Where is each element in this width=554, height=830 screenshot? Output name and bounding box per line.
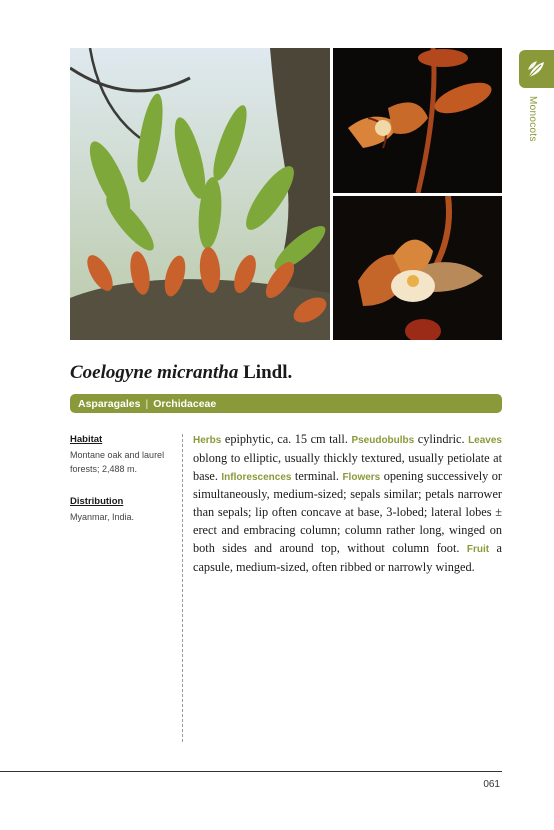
keyword-inflorescences: Inflorescences xyxy=(221,471,292,483)
leaf-icon xyxy=(526,58,548,80)
distribution-heading: Distribution xyxy=(70,496,124,507)
herbs-text: epiphytic, ca. 15 cm tall. xyxy=(221,432,352,446)
section-label: Monocots xyxy=(527,96,538,142)
species-title xyxy=(70,362,292,384)
taxonomy-family: Orchidaceae xyxy=(153,397,217,410)
keyword-fruit: Fruit xyxy=(466,543,490,555)
column-divider xyxy=(182,434,183,742)
distribution-text: Myanmar, India. xyxy=(70,512,135,522)
flowers-text: opening successively or simultaneously, medium-sized; sepals similar; petals narrower than sepals; lip often concave at base, 3-lobed; lateral lobes ± erect and embracing column; column rather long, winged on both sides and around top, without column foot. xyxy=(193,468,502,555)
orchid-habit-photo xyxy=(70,48,330,340)
habitat-text: Montane oak and laurel forests; 2,488 m. xyxy=(70,450,165,474)
keyword-flowers: Flowers xyxy=(342,471,381,483)
taxonomy-bar xyxy=(70,394,502,413)
species-description xyxy=(193,431,502,576)
keyword-pseudobulbs: Pseudobulbs xyxy=(351,435,415,446)
taxonomy-separator: | xyxy=(145,397,149,410)
orchid-flower-front-photo xyxy=(333,196,502,340)
pseudobulbs-text: cylindric. xyxy=(414,432,469,446)
keyword-leaves: Leaves xyxy=(468,435,502,446)
footer-rule xyxy=(0,771,502,772)
fruit-text: a capsule, medium-sized, often ribbed or narrowly winged. xyxy=(193,540,502,574)
orchid-flower-side-photo xyxy=(333,48,502,193)
section-tab xyxy=(519,50,554,88)
habitat-heading: Habitat xyxy=(70,434,103,445)
page-number: 061 xyxy=(483,779,500,790)
leaves-text: oblong to elliptic, usually thickly textured, usually petiolate at base. xyxy=(193,450,502,483)
taxonomy-order: Asparagales xyxy=(78,397,141,410)
species-author: Lindl. xyxy=(243,362,293,383)
species-name: Coelogyne micrantha xyxy=(70,362,239,383)
inflorescences-text: terminal. xyxy=(291,468,343,483)
keyword-herbs: Herbs xyxy=(193,435,222,446)
info-sidebar xyxy=(70,434,178,544)
